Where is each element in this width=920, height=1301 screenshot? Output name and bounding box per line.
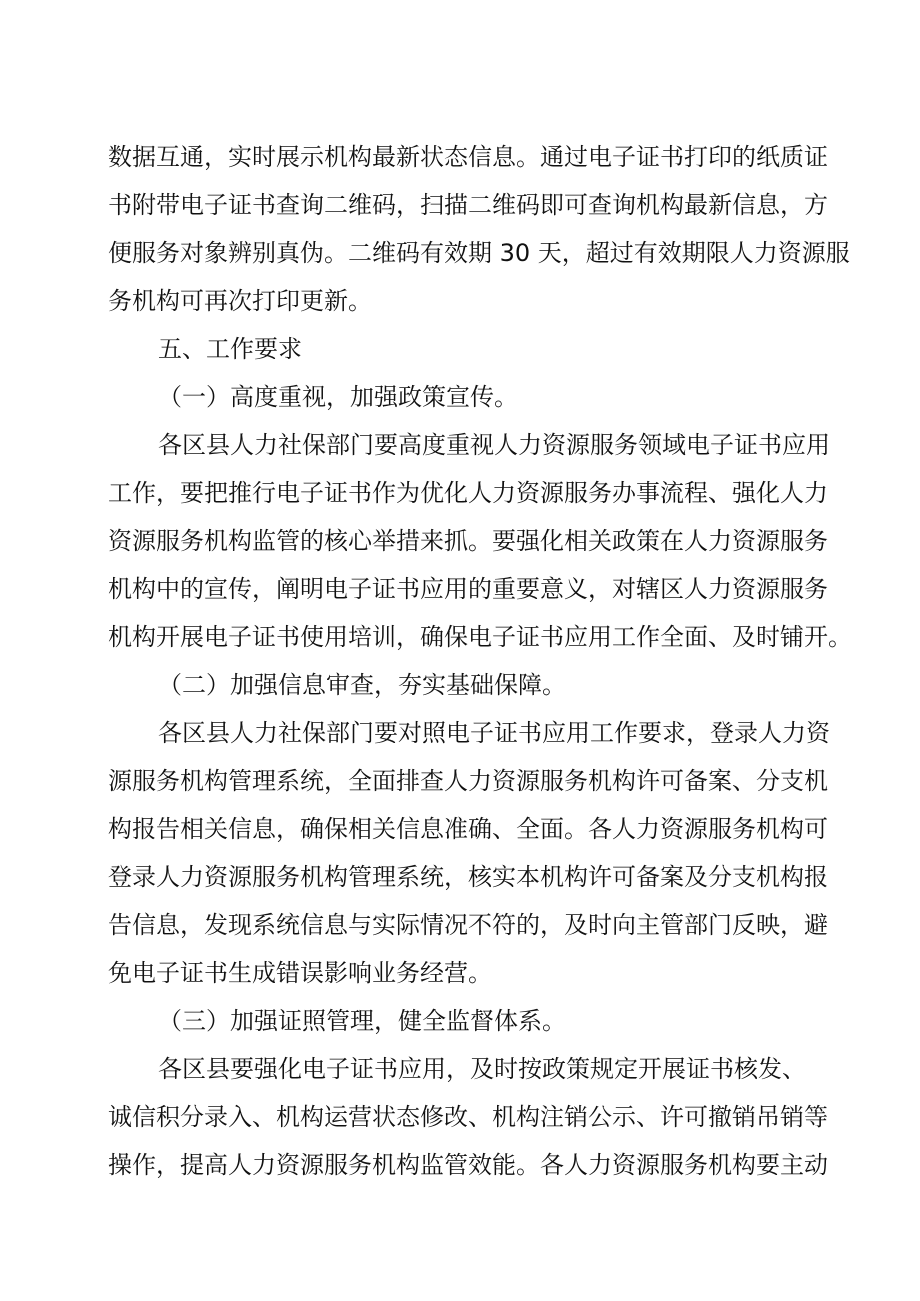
paragraph-line: 各区县人力社保部门要高度重视人力资源服务领域电子证书应用 xyxy=(158,431,830,459)
paragraph-line: 资源服务机构监管的核心举措来抓。要强化相关政策在人力资源服务 xyxy=(108,527,828,555)
section-heading: 五、工作要求 xyxy=(158,335,302,363)
paragraph-line: 登录人力资源服务机构管理系统，核实本机构许可备案及分支机构报 xyxy=(108,863,828,891)
paragraph-line: 务机构可再次打印更新。 xyxy=(108,287,372,315)
paragraph-line: 告信息，发现系统信息与实际情况不符的，及时向主管部门反映，避 xyxy=(108,911,828,939)
paragraph-line: 各区县人力社保部门要对照电子证书应用工作要求，登录人力资 xyxy=(158,719,830,747)
paragraph-line: 机构中的宣传，阐明电子证书应用的重要意义，对辖区人力资源服务 xyxy=(108,575,828,603)
paragraph-line: 各区县要强化电子证书应用，及时按政策规定开展证书核发、 xyxy=(158,1055,806,1083)
paragraph-line: 构报告相关信息，确保相关信息准确、全面。各人力资源服务机构可 xyxy=(108,815,828,843)
paragraph-line: 免电子证书生成错误影响业务经营。 xyxy=(108,959,492,987)
paragraph-line: 机构开展电子证书使用培训，确保电子证书应用工作全面、及时铺开。 xyxy=(108,623,852,651)
paragraph-line: 数据互通，实时展示机构最新状态信息。通过电子证书打印的纸质证 xyxy=(108,143,828,171)
paragraph-line: 便服务对象辨别真伪。二维码有效期 30 天，超过有效期限人力资源服 xyxy=(108,239,850,267)
subsection-heading: （二）加强信息审查，夯实基础保障。 xyxy=(158,671,566,699)
paragraph-line: 源服务机构管理系统，全面排查人力资源服务机构许可备案、分支机 xyxy=(108,767,828,795)
paragraph-line: 诚信积分录入、机构运营状态修改、机构注销公示、许可撤销吊销等 xyxy=(108,1103,828,1131)
subsection-heading: （一）高度重视，加强政策宣传。 xyxy=(158,383,518,411)
subsection-heading: （三）加强证照管理，健全监督体系。 xyxy=(158,1007,566,1035)
paragraph-line: 工作，要把推行电子证书作为优化人力资源服务办事流程、强化人力 xyxy=(108,479,828,507)
paragraph-line: 书附带电子证书查询二维码，扫描二维码即可查询机构最新信息，方 xyxy=(108,191,828,219)
paragraph-line: 操作，提高人力资源服务机构监管效能。各人力资源服务机构要主动 xyxy=(108,1151,828,1179)
